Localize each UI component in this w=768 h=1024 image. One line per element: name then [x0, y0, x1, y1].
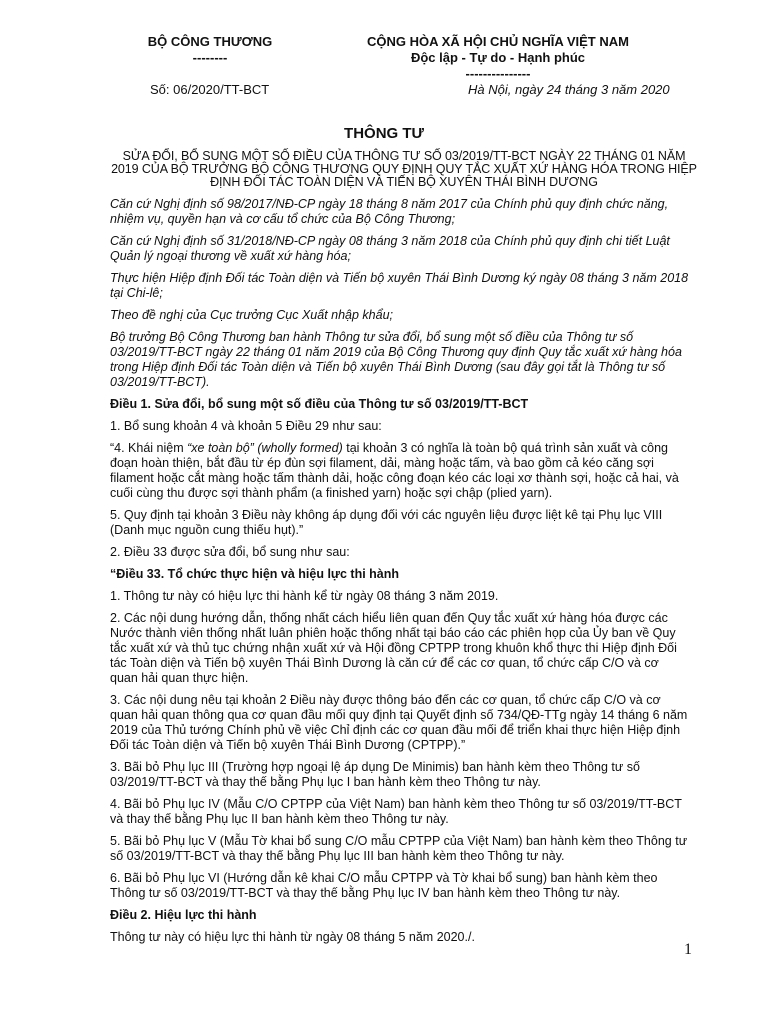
preamble-paragraph: Căn cứ Nghị định số 31/2018/NĐ-CP ngày 08 tháng 3 năm 2018 của Chính phủ quy định chi tiết Luật Quản lý ngoại thương về xuất xứ hàng hóa;: [110, 234, 670, 263]
article-33-heading: “Điều 33. Tổ chức thực hiện và hiệu lực thi hành: [110, 567, 400, 581]
article-paragraph: 5. Bãi bỏ Phụ lục V (Mẫu Tờ khai bổ sung C/O mẫu CPTPP của Việt Nam) ban hành kèm theo Thông tư số 03/2019/TT-BCT và thay thế bằng Phụ lục III ban hành kèm theo Thông tư này.: [110, 834, 688, 863]
term-wholly-formed: (wholly formed): [253, 441, 343, 455]
page-number: 1: [684, 941, 692, 958]
article-paragraph: Thông tư này có hiệu lực thi hành từ ngày 08 tháng 5 năm 2020./.: [110, 930, 475, 944]
document-type: THÔNG TƯ: [344, 125, 424, 142]
article-paragraph: 1. Thông tư này có hiệu lực thi hành kể từ ngày 08 tháng 3 năm 2019.: [110, 589, 499, 603]
article-1-heading: Điều 1. Sửa đổi, bổ sung một số điều của Thông tư số 03/2019/TT-BCT: [110, 397, 529, 411]
article-paragraph: 2. Điều 33 được sửa đổi, bổ sung như sau:: [110, 545, 350, 559]
document-number: Số: 06/2020/TT-BCT: [150, 82, 270, 97]
ministry-name: BỘ CÔNG THƯƠNG: [147, 34, 273, 49]
article-paragraph: 4. Bãi bỏ Phụ lục IV (Mẫu C/O CPTPP của Việt Nam) ban hành kèm theo Thông tư số 03/2019/TT-BCT và thay thế bằng Phụ lục II ban hành kèm theo Thông tư này.: [110, 797, 682, 826]
article-paragraph: 3. Bãi bỏ Phụ lục III (Trường hợp ngoại lệ áp dụng De Minimis) ban hành kèm theo Thông tư số 03/2019/TT-BCT và thay thế bằng Phụ lục I ban hành kèm theo Thông tư này.: [110, 760, 640, 789]
preamble-paragraph: Bộ trưởng Bộ Công Thương ban hành Thông tư sửa đổi, bổ sung một số điều của Thông tư số 03/2019/TT-BCT ngày 22 tháng 01 năm 2019 của Bộ Công Thương quy định Quy tắc xuất xứ hàng hóa trong Hiệp định Đối tác Toàn diện và Tiến bộ xuyên Thái Bình Dương (sau đây gọi tắt là Thông tư số 03/2019/TT-BCT).: [110, 330, 682, 389]
national-title-block: [338, 34, 658, 82]
preamble-paragraph: Thực hiện Hiệp định Đối tác Toàn diện và Tiến bộ xuyên Thái Bình Dương ký ngày 08 tháng 3 năm 2018 tại Chi-lê;: [110, 271, 689, 300]
preamble-paragraph: Theo đề nghị của Cục trưởng Cục Xuất nhập khẩu;: [110, 308, 394, 322]
article-paragraph: 1. Bổ sung khoản 4 và khoản 5 Điều 29 như sau:: [110, 419, 382, 433]
motto-rule: ---------------: [465, 66, 531, 81]
article-2-heading: Điều 2. Hiệu lực thi hành: [110, 908, 257, 922]
national-motto: Độc lập - Tự do - Hạnh phúc: [410, 50, 586, 65]
article-paragraph: 6. Bãi bỏ Phụ lục VI (Hướng dẫn kê khai C/O mẫu CPTPP và Tờ khai bổ sung) ban hành kèm theo Thông tư số 03/2019/TT-BCT và thay thế bằng Phụ lục IV ban hành kèm theo Thông tư này.: [110, 871, 658, 900]
text-run: tại khoản 3 có nghĩa là toàn bộ quá trình sản xuất và công đoạn hoàn thiện, bắt đầu từ ép đùn sợi filament, dải, màng hoặc tấm, và bao gồm cả kéo căng sợi filament hoặc cắt màng hoặc tấm thành dải, hoặc công đoạn kéo các loại xơ thành sợi, hoặc cả hai, và cuối cùng thu được sợi thành phẩm (a finished yarn) hoặc sợi chập (plied yarn).: [110, 441, 679, 500]
document-body: [110, 197, 690, 952]
ministry-rule: --------: [192, 50, 228, 65]
text-run: “4. Khái niệm: [110, 441, 188, 455]
term-xe-toan-bo: “xe toàn bộ”: [187, 441, 254, 455]
article-paragraph: 2. Các nội dung hướng dẫn, thống nhất cách hiểu liên quan đến Quy tắc xuất xứ hàng hóa được các Nước thành viên thống nhất luân phiên hoặc thống nhất tại báo cáo các phiên họp của Ủy ban về Quy tắc xuất xứ và thủ tục chứng nhận xuất xứ và Hội đồng CPTPP trong khuôn khổ thực thi Hiệp định Đối tác Toàn diện và Tiến bộ xuyên Thái Bình Dương là căn cứ để các cơ quan, tổ chức cấp C/O và cơ quan hải quan thực hiện.: [110, 611, 677, 685]
article-paragraph: 5. Quy định tại khoản 3 Điều này không áp dụng đối với các nguyên liệu được liệt kê tại Phụ lục VIII (Danh mục nguồn cung thiếu hụt).”: [110, 508, 663, 537]
document-title: SỬA ĐỔI, BỔ SUNG MỘT SỐ ĐIỀU CỦA THÔNG TƯ SỐ 03/2019/TT-BCT NGÀY 22 THÁNG 01 NĂM 2019 CỦA BỘ TRƯỞNG BỘ CÔNG THƯƠNG QUY ĐỊNH QUY TẮC XUẤT XỨ HÀNG HÓA TRONG HIỆP ĐỊNH ĐỐI TÁC TOÀN DIỆN VÀ TIẾN BỘ XUYÊN THÁI BÌNH DƯƠNG: [111, 149, 697, 189]
article-paragraph: 3. Các nội dung nêu tại khoản 2 Điều này được thông báo đến các cơ quan, tổ chức cấp C/O và cơ quan hải quan thông qua cơ quan đầu mối quy định tại Quyết định số 734/QĐ-TTg ngày 14 tháng 6 năm 2019 của Thủ tướng Chính phủ về việc Chỉ định các cơ quan đầu mối để triển khai thực hiện Hiệp định Đối tác Toàn diện và Tiến bộ xuyên Thái Bình Dương (CPTPP).”: [110, 693, 688, 752]
issuing-agency-block: [110, 34, 310, 66]
country-name: CỘNG HÒA XÃ HỘI CHỦ NGHĨA VIỆT NAM: [367, 34, 629, 49]
preamble-paragraph: Căn cứ Nghị định số 98/2017/NĐ-CP ngày 18 tháng 8 năm 2017 của Chính phủ quy định chức năng, nhiệm vụ, quyền hạn và cơ cấu tổ chức của Bộ Công Thương;: [110, 197, 669, 226]
article-paragraph: [110, 441, 690, 501]
place-and-date: Hà Nội, ngày 24 tháng 3 năm 2020: [468, 82, 670, 97]
